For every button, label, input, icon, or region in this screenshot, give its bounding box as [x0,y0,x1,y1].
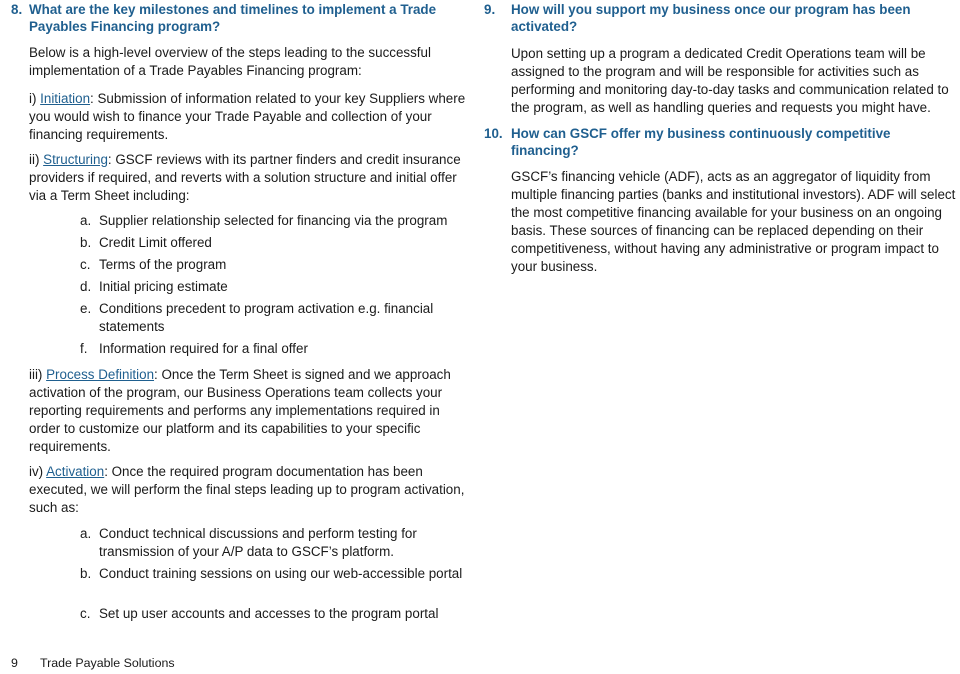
structuring-item-f [80,340,470,358]
process-text: : Once the Term Sheet is signed and we approach activation of the program, our Business Operations team collects your reporting requirements and performs any implementations required in order to customize our platform and its capabilities to your specific requirements. [29,367,451,454]
item-text: Terms of the program [99,257,227,272]
activation-item-a [80,525,470,561]
q8-heading [11,1,466,35]
q8-process-definition [29,366,466,456]
q8-structuring [29,151,466,205]
item-label: b. [80,235,92,250]
item-text: Conditions precedent to program activation e.g. financial statements [99,301,434,334]
initiation-text: : Submission of information related to your key Suppliers where you would wish to finance your Trade Payable and collection of your financing requirements. [29,91,466,142]
activation-label: Activation [46,464,105,479]
item-label: e. [80,301,92,316]
item-label: b. [80,566,92,581]
structuring-label: Structuring [43,152,108,167]
structuring-prefix: ii) [29,152,44,167]
q8-intro: Below is a high-level overview of the steps leading to the successful implementation of a Trade Payables Financing program: [29,45,431,78]
q10-answer: GSCF’s financing vehicle (ADF), acts as an aggregator of liquidity from multiple financing parties (banks and institutional investors). ADF will select the most competitive financing available for your business on an ongoing basis. These sources of financing can be replaced depending on their competitiveness, without having any administrative or program impact to your business. [511,169,956,274]
structuring-item-d [80,278,470,296]
q8-number: 8. [11,2,23,17]
q8-initiation [29,90,466,144]
initiation-prefix: i) [29,91,41,106]
process-prefix: iii) [29,367,47,382]
q8-activation [29,463,466,517]
activation-text: : Once the required program documentation has been executed, we will perform the final steps leading up to program activation, such as: [29,464,465,515]
q10-number: 10. [484,126,503,141]
item-label: a. [80,526,92,541]
item-text: Information required for a final offer [99,341,308,356]
structuring-text: : GSCF reviews with its partner finders and credit insurance providers if required, and reverts with a solution structure and initial offer via a Term Sheet including: [29,152,461,203]
item-text: Initial pricing estimate [99,279,228,294]
item-label: f. [80,341,88,356]
item-label: d. [80,279,92,294]
activation-prefix: iv) [29,464,47,479]
q9-number: 9. [484,2,496,17]
structuring-item-b [80,234,470,252]
structuring-item-a [80,212,470,230]
activation-item-b [80,565,470,583]
page-number: 9 [11,656,18,670]
q10-heading [484,125,954,159]
q10-title: How can GSCF offer my business continuously competitive financing? [511,126,891,158]
activation-item-c [80,605,470,623]
item-text: Conduct training sessions on using our web-accessible portal [99,566,463,581]
item-text: Set up user accounts and accesses to the program portal [99,606,439,621]
item-label: c. [80,257,91,272]
item-text: Credit Limit offered [99,235,212,250]
item-label: c. [80,606,91,621]
process-label: Process Definition [46,367,155,382]
q8-title: What are the key milestones and timelines to implement a Trade Payables Financing program? [29,2,437,34]
q9-title: How will you support my business once our program has been activated? [511,2,911,34]
initiation-label: Initiation [40,91,91,106]
item-label: a. [80,213,92,228]
footer-text: Trade Payable Solutions [40,656,175,670]
q9-answer: Upon setting up a program a dedicated Credit Operations team will be assigned to the program and will be responsible for activities such as performing and monitoring day-to-day tasks and communication related to the program, as well as handling queries and requests you might have. [511,46,949,115]
item-text: Supplier relationship selected for financing via the program [99,213,448,228]
item-text: Conduct technical discussions and perform testing for transmission of your A/P data to GSCF’s platform. [99,526,417,559]
structuring-item-e [80,300,470,336]
q9-heading [484,1,954,35]
structuring-item-c [80,256,470,274]
